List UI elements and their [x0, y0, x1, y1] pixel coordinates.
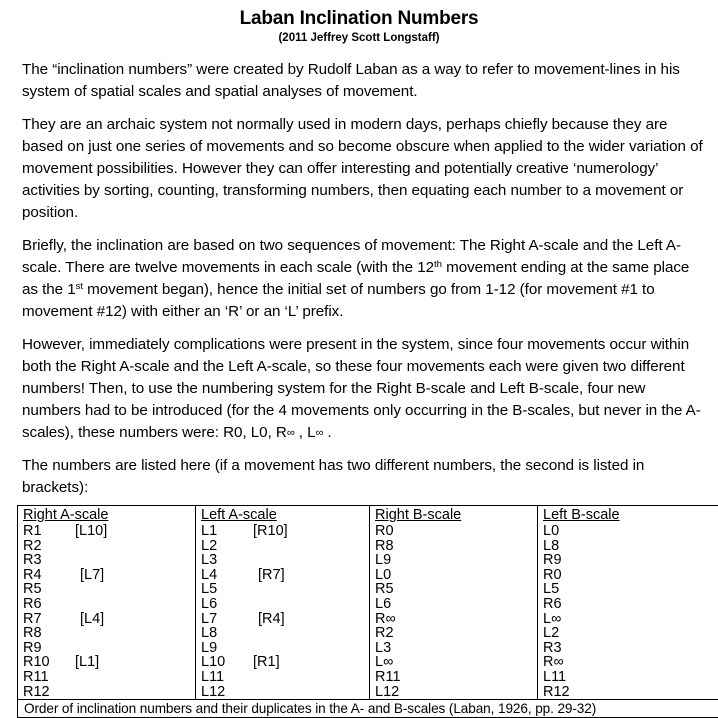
paragraph-1: The “inclination numbers” were created by Rudolf Laban as a way to refer to movement-lines in his system of spatial scales and spatial analyses of movement.: [22, 59, 704, 103]
cell-left-b-scale: [538, 597, 718, 612]
cell-left-b-scale: [538, 524, 718, 539]
cell-primary-number: L∞: [543, 612, 561, 627]
cell-primary-number: R7: [23, 612, 42, 627]
cell-bracket-number: [L1]: [75, 655, 99, 670]
table-row: [18, 612, 718, 627]
cell-primary-number: R∞: [543, 655, 564, 670]
cell-bracket-number: [L4]: [80, 612, 104, 627]
table-row: [18, 553, 718, 568]
table-row: [18, 655, 718, 670]
column-header-left-a-scale: [196, 506, 370, 525]
cell-primary-number: L∞: [375, 655, 393, 670]
cell-left-a-scale: [196, 626, 370, 641]
cell-primary-number: R6: [23, 597, 42, 612]
cell-primary-number: L2: [201, 539, 217, 554]
cell-primary-number: R8: [23, 626, 42, 641]
cell-left-a-scale: [196, 670, 370, 685]
cell-primary-number: R9: [23, 641, 42, 656]
cell-right-b-scale: [370, 553, 538, 568]
cell-right-a-scale: [18, 582, 196, 597]
cell-left-b-scale: [538, 568, 718, 583]
cell-right-a-scale: [18, 568, 196, 583]
paragraph-3-text-a: Briefly, the inclination are based on two sequences of movement: The Right A-scale and the Left A-scale. There are twelve movements in each scale (with the 12: [22, 237, 681, 276]
table-row: [18, 539, 718, 554]
cell-right-a-scale: [18, 641, 196, 656]
cell-primary-number: R11: [375, 670, 401, 685]
column-header-right-b-scale: [370, 506, 538, 525]
column-header-label: Left B-scale: [543, 507, 620, 523]
cell-left-a-scale: [196, 641, 370, 656]
cell-bracket-number: [R1]: [253, 655, 280, 670]
column-header-label: Right B-scale: [375, 507, 461, 523]
cell-primary-number: R∞: [375, 612, 396, 627]
table-caption: Order of inclination numbers and their duplicates in the A- and B-scales (Laban, 1926, pp. 29-32): [18, 700, 718, 718]
table-row: [18, 568, 718, 583]
cell-right-b-scale: [370, 670, 538, 685]
table-row: [18, 582, 718, 597]
cell-primary-number: R8: [375, 539, 394, 554]
cell-primary-number: L5: [543, 582, 559, 597]
cell-left-a-scale: [196, 539, 370, 554]
paragraph-3: [22, 235, 704, 323]
cell-primary-number: L4: [201, 568, 217, 583]
paragraph-4: [22, 334, 704, 444]
cell-right-a-scale: [18, 539, 196, 554]
cell-primary-number: L8: [543, 539, 559, 554]
cell-primary-number: R0: [543, 568, 562, 583]
cell-right-a-scale: [18, 670, 196, 685]
paragraph-2: They are an archaic system not normally used in modern days, perhaps chiefly because they are based on just one series of movements and so become obscure when applied to the wider variation of movement possibilities. However they can offer interesting and potentially creative ‘numerology’ activities by sorting, counting, transforming numbers, then equating each number to a movement or position.: [22, 114, 704, 224]
paragraph-3-text-c: movement began), hence the initial set of numbers go from 1-12 (for movement #1 to movement #12) with either an ‘R’ or an ‘L’ prefix.: [22, 281, 655, 320]
cell-primary-number: L11: [543, 670, 566, 685]
inclination-numbers-table: [17, 505, 718, 718]
cell-primary-number: L0: [375, 568, 391, 583]
table-row: [18, 524, 718, 539]
cell-right-b-scale: [370, 539, 538, 554]
cell-left-b-scale: [538, 670, 718, 685]
column-header-left-b-scale: [538, 506, 718, 525]
cell-bracket-number: [R10]: [253, 524, 288, 539]
table-row: [18, 670, 718, 685]
cell-left-a-scale: [196, 655, 370, 670]
cell-right-a-scale: [18, 597, 196, 612]
table-row: [18, 626, 718, 641]
cell-primary-number: L3: [375, 641, 391, 656]
cell-primary-number: R6: [543, 597, 562, 612]
cell-primary-number: L7: [201, 612, 217, 627]
cell-left-b-scale: [538, 582, 718, 597]
cell-primary-number: L12: [375, 685, 399, 700]
cell-right-a-scale: [18, 655, 196, 670]
cell-primary-number: L9: [201, 641, 217, 656]
cell-bracket-number: [L7]: [80, 568, 104, 583]
cell-primary-number: R0: [375, 524, 394, 539]
cell-primary-number: L5: [201, 582, 217, 597]
cell-primary-number: R12: [23, 685, 50, 700]
cell-primary-number: R12: [543, 685, 570, 700]
cell-primary-number: L11: [201, 670, 224, 685]
table-row: [18, 641, 718, 656]
cell-left-a-scale: [196, 553, 370, 568]
cell-primary-number: L0: [543, 524, 559, 539]
cell-primary-number: R4: [23, 568, 42, 583]
column-header-label: Left A-scale: [201, 507, 277, 523]
cell-left-a-scale: [196, 568, 370, 583]
cell-bracket-number: [L10]: [75, 524, 107, 539]
table-lead-in-text: The numbers are listed here (if a movement has two different numbers, the second is listed in brackets):: [22, 455, 704, 499]
cell-primary-number: L6: [201, 597, 217, 612]
ordinal-suffix-first: st: [76, 281, 83, 292]
cell-right-b-scale: [370, 582, 538, 597]
cell-primary-number: L1: [201, 524, 217, 539]
paragraph-4-text-b: , L: [295, 424, 316, 441]
cell-left-a-scale: [196, 612, 370, 627]
page-subtitle: (2011 Jeffrey Scott Longstaff): [0, 31, 718, 45]
paragraph-4-text-c: .: [323, 424, 331, 441]
ordinal-suffix-twelfth: th: [434, 259, 442, 270]
table-caption-row: [18, 700, 718, 718]
cell-right-a-scale: [18, 612, 196, 627]
cell-primary-number: L12: [201, 685, 225, 700]
cell-right-b-scale: [370, 568, 538, 583]
cell-primary-number: R1: [23, 524, 42, 539]
body-text-area: [0, 59, 718, 499]
page-title: Laban Inclination Numbers: [0, 8, 718, 30]
cell-left-b-scale: [538, 612, 718, 627]
cell-left-a-scale: [196, 597, 370, 612]
paragraph-4-text-a: However, immediately complications were present in the system, since four movements occur within both the Right A-scale and the Left A-scale, so these four movements each were given two different numbers! Then, to use the numbering system for the Right B-scale and Left B-scale, four new numbers had to be introduced (for the 4 movements only occurring in the B-scales, but never in the A-scales), these numbers were: R0, L0, R: [22, 336, 701, 441]
cell-primary-number: R5: [23, 582, 42, 597]
cell-left-a-scale: [196, 524, 370, 539]
cell-right-b-scale: [370, 641, 538, 656]
cell-right-a-scale: [18, 524, 196, 539]
scale-table-container: [0, 505, 718, 718]
infinity-symbol-r: ∞: [287, 427, 295, 439]
paragraph-3-text-b: movement ending at the same place as the 1: [22, 259, 689, 298]
cell-primary-number: R3: [23, 553, 42, 568]
cell-primary-number: L6: [375, 597, 391, 612]
cell-left-b-scale: [538, 641, 718, 656]
cell-bracket-number: [R4]: [258, 612, 285, 627]
cell-left-b-scale: [538, 553, 718, 568]
table-row: [18, 597, 718, 612]
cell-left-b-scale: [538, 655, 718, 670]
cell-primary-number: R3: [543, 641, 562, 656]
cell-right-b-scale: [370, 612, 538, 627]
cell-primary-number: L3: [201, 553, 217, 568]
cell-primary-number: L8: [201, 626, 217, 641]
cell-left-b-scale: [538, 539, 718, 554]
cell-primary-number: R2: [23, 539, 42, 554]
cell-left-a-scale: [196, 582, 370, 597]
cell-right-b-scale: [370, 524, 538, 539]
cell-primary-number: R10: [23, 655, 50, 670]
cell-right-a-scale: [18, 626, 196, 641]
cell-primary-number: L10: [201, 655, 225, 670]
column-header-right-a-scale: [18, 506, 196, 525]
cell-left-b-scale: [538, 626, 718, 641]
cell-right-a-scale: [18, 553, 196, 568]
cell-right-b-scale: [370, 597, 538, 612]
cell-right-b-scale: [370, 655, 538, 670]
infinity-symbol-l: ∞: [316, 427, 324, 439]
cell-primary-number: R11: [23, 670, 49, 685]
cell-primary-number: R2: [375, 626, 394, 641]
cell-primary-number: R9: [543, 553, 562, 568]
column-header-label: Right A-scale: [23, 507, 108, 523]
cell-right-b-scale: [370, 626, 538, 641]
cell-primary-number: L9: [375, 553, 391, 568]
cell-bracket-number: [R7]: [258, 568, 285, 583]
cell-primary-number: R5: [375, 582, 394, 597]
table-body: [18, 506, 718, 718]
title-block: [0, 0, 718, 45]
cell-primary-number: L2: [543, 626, 559, 641]
table-header-row: [18, 506, 718, 525]
